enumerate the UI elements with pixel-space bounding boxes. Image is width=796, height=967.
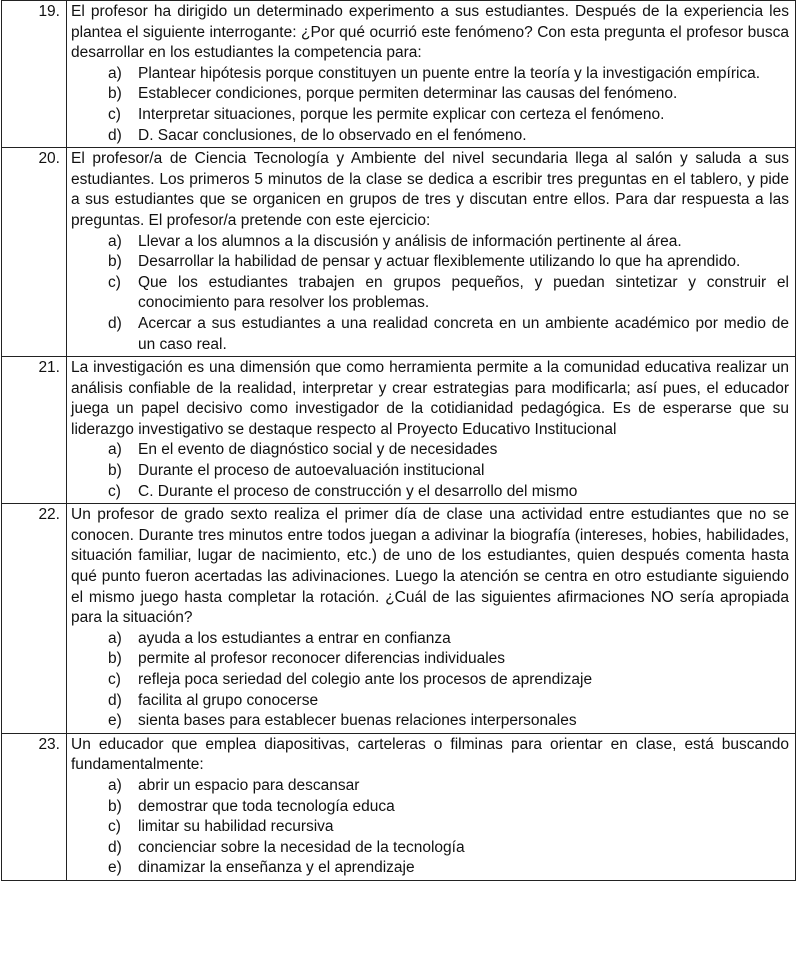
option-text: Durante el proceso de autoevaluación institucional — [138, 462, 485, 480]
option-letter: a) — [108, 64, 122, 82]
option-letter: b) — [108, 797, 122, 815]
answer-option — [108, 670, 789, 691]
option-letter: b) — [108, 650, 122, 668]
option-text: D. Sacar conclusiones, de lo observado en el fenómeno. — [138, 126, 527, 144]
option-text: Desarrollar la habilidad de pensar y actuar flexiblemente utilizando lo que ha aprendido. — [138, 253, 741, 271]
answer-option — [108, 440, 789, 461]
option-letter: e) — [108, 712, 122, 730]
answer-options — [71, 232, 789, 356]
question-stem: El profesor ha dirigido un determinado experimento a sus estudiantes. Después de la experiencia les plantea el siguiente interrogante: ¿Por qué ocurrió este fenómeno? Con esta pregunta el profesor busca desarrollar en los estudiantes la competencia para: — [71, 3, 789, 62]
answer-options — [71, 440, 789, 502]
option-text: limitar su habilidad recursiva — [138, 818, 334, 836]
option-letter: c) — [108, 671, 121, 688]
answer-option — [108, 776, 789, 797]
question-number: 20. — [2, 148, 67, 357]
question-number: 22. — [2, 504, 67, 734]
option-text: refleja poca seriedad del colegio ante los procesos de aprendizaje — [138, 671, 593, 688]
option-letter: b) — [108, 462, 122, 480]
question-stem: Un educador que emplea diapositivas, carteleras o filminas para orientar en clase, está buscando fundamentalmente: — [71, 735, 789, 774]
option-letter: a) — [108, 441, 122, 459]
answer-option — [108, 629, 789, 650]
option-letter: d) — [108, 691, 122, 709]
answer-option — [108, 838, 789, 859]
question-content — [67, 733, 796, 880]
question-number: 19. — [2, 1, 67, 148]
option-text: abrir un espacio para descansar — [138, 776, 360, 794]
answer-options — [71, 629, 789, 732]
option-text: dinamizar la enseñanza y el aprendizaje — [138, 859, 415, 877]
option-text: sienta bases para establecer buenas relaciones interpersonales — [138, 712, 577, 730]
question-content — [67, 1, 796, 148]
option-text: Llevar a los alumnos a la discusión y análisis de información pertinente al área. — [138, 232, 682, 250]
question-row — [2, 357, 796, 504]
option-letter: b) — [108, 85, 122, 103]
question-number: 21. — [2, 357, 67, 504]
option-text: ayuda a los estudiantes a entrar en confianza — [138, 629, 451, 647]
answer-option — [108, 252, 789, 273]
option-text: demostrar que toda tecnología educa — [138, 797, 395, 815]
option-letter: a) — [108, 776, 122, 794]
answer-option — [108, 797, 789, 818]
option-text: permite al profesor reconocer diferencias individuales — [138, 650, 506, 668]
option-text: concienciar sobre la necesidad de la tecnología — [138, 838, 465, 856]
answer-option — [108, 64, 789, 85]
answer-option — [108, 817, 789, 838]
option-letter: a) — [108, 232, 122, 250]
answer-option — [108, 105, 789, 126]
question-row — [2, 504, 796, 734]
option-text: Establecer condiciones, porque permiten determinar las causas del fenómeno. — [138, 85, 678, 103]
answer-option — [108, 314, 789, 355]
option-letter: d) — [108, 314, 122, 332]
option-letter: c) — [108, 482, 121, 500]
answer-option — [108, 126, 789, 147]
option-letter: a) — [108, 629, 122, 647]
question-stem: El profesor/a de Ciencia Tecnología y Ambiente del nivel secundaria llega al salón y saluda a sus estudiantes. Los primeros 5 minutos de la clase se dedica a escribir tres preguntas en el tablero, y pide a sus estudiantes que se organicen en grupos de tres y discutan entre ellos. Para dar respuesta a las preguntas. El profesor/a pretende con este ejercicio: — [71, 150, 789, 229]
answer-options — [71, 776, 789, 879]
answer-options — [71, 64, 789, 146]
option-text: Interpretar situaciones, porque les permite explicar con certeza el fenómeno. — [138, 105, 665, 123]
question-row — [2, 1, 796, 148]
option-text: Plantear hipótesis porque constituyen un puente entre la teoría y la investigación empírica. — [138, 64, 761, 82]
option-text: Que los estudiantes trabajen en grupos pequeños, y puedan sintetizar y construir el conocimiento para resolver los problemas. — [138, 273, 789, 312]
answer-option — [108, 84, 789, 105]
option-letter: d) — [108, 126, 122, 144]
answer-option — [108, 711, 789, 732]
answer-option — [108, 482, 789, 503]
question-stem: Un profesor de grado sexto realiza el primer día de clase una actividad entre estudiantes que no se conocen. Durante tres minutos entre todos juegan a adivinar la biografía (intereses, hobies, habilidades, situación familiar, lugar de nacimiento, etc.) de uno de los estudiantes, quien después comenta hasta qué punto fueron acertadas las adivinaciones. Luego la atención se centra en otro estudiante siguiendo el mismo juego hasta completar la rotación. ¿Cuál de las siguientes afirmaciones NO sería apropiada para la situación? — [71, 506, 789, 627]
question-stem: La investigación es una dimensión que como herramienta permite a la comunidad educativa realizar un análisis confiable de la realidad, interpretar y crear estrategias para modificarla; así pues, el educador juega un papel decisivo como investigador de la cotidianidad pedagógica. Es de esperarse que su liderazgo investigativo se destaque respecto al Proyecto Educativo Institucional — [71, 359, 789, 438]
option-letter: d) — [108, 838, 122, 856]
option-letter: b) — [108, 253, 122, 271]
question-row — [2, 733, 796, 880]
option-text: En el evento de diagnóstico social y de necesidades — [138, 441, 498, 459]
option-text: facilita al grupo conocerse — [138, 691, 319, 709]
answer-option — [108, 858, 789, 879]
questions-table-body — [2, 1, 796, 881]
option-letter: c) — [108, 273, 121, 291]
answer-option — [108, 461, 789, 482]
option-text: C. Durante el proceso de construcción y el desarrollo del mismo — [138, 482, 578, 500]
questions-table — [1, 0, 796, 881]
option-letter: e) — [108, 859, 122, 877]
option-letter: c) — [108, 105, 121, 123]
question-content — [67, 148, 796, 357]
answer-option — [108, 649, 789, 670]
question-content — [67, 504, 796, 734]
question-row — [2, 148, 796, 357]
answer-option — [108, 691, 789, 712]
option-text: Acercar a sus estudiantes a una realidad concreta en un ambiente académico por medio de un caso real. — [138, 314, 789, 353]
question-number: 23. — [2, 733, 67, 880]
answer-option — [108, 273, 789, 314]
option-letter: c) — [108, 818, 121, 836]
question-content — [67, 357, 796, 504]
answer-option — [108, 232, 789, 253]
